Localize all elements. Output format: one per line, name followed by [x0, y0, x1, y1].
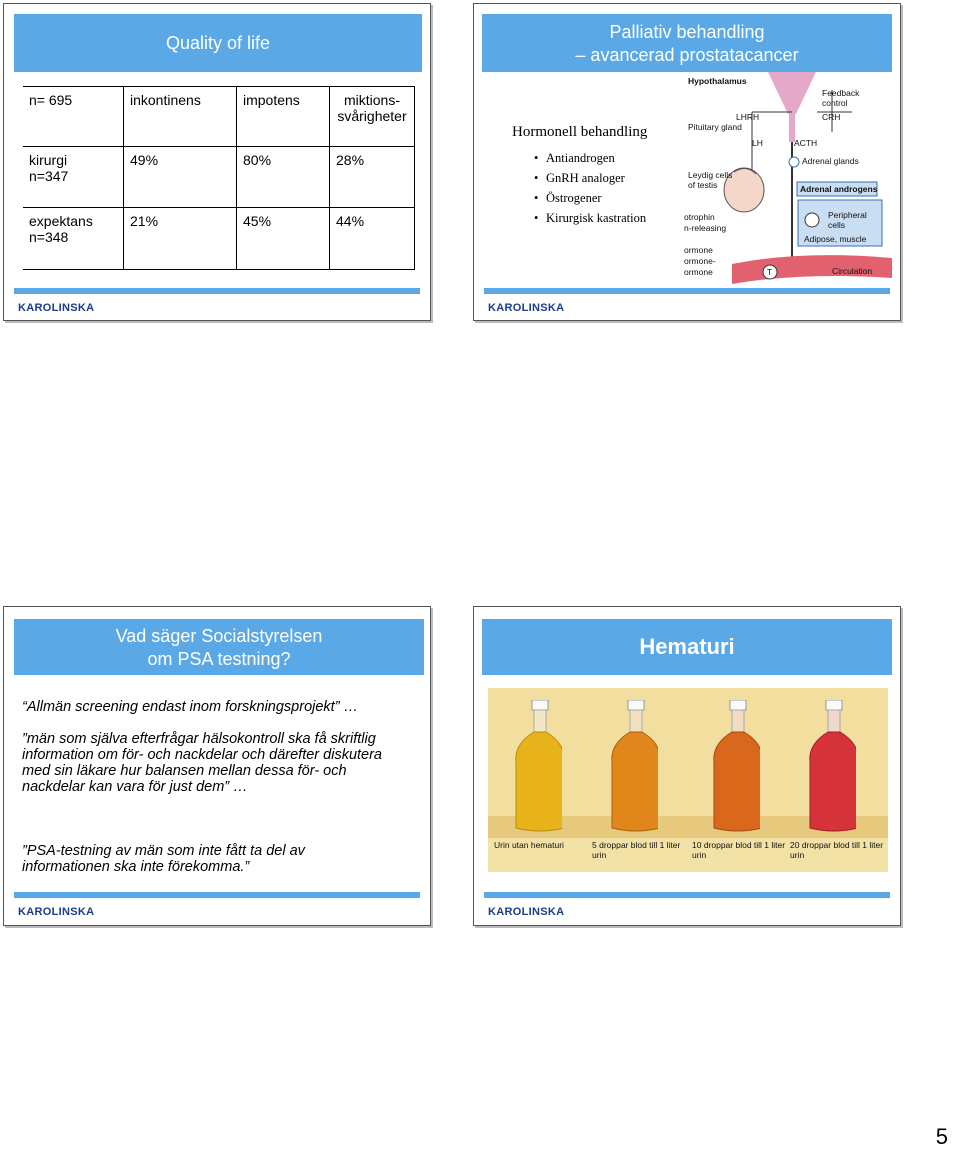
hormone-diagram — [682, 72, 892, 287]
bottle-1 — [510, 700, 562, 835]
label-circulation: Circulation — [832, 266, 873, 276]
slide-title-bar — [14, 619, 424, 675]
hormonell-heading: Hormonell behandling — [512, 124, 648, 140]
slide-title: Quality of life — [165, 33, 271, 53]
caption-2: 5 droppar blod till 1 liter urin — [592, 840, 681, 860]
table-cell: impotens — [237, 87, 330, 147]
table-cell: 45% — [237, 208, 330, 270]
quote-halsokontroll: ”män som själva efterfrågar hälsokontroll ska få skriftlig information om för- och nackdelar och därefter diskutera med sin läkare hur balansen mellan dessa för- och nackdelar kan vara för just dem” … — [22, 731, 382, 795]
bottle-3 — [708, 700, 760, 835]
slide-title-line1: Vad säger Socialstyrelsen — [115, 626, 323, 646]
slide-title-bar — [482, 14, 892, 72]
label-feedback: Feedback control — [822, 88, 860, 108]
karolinska-logo: KAROLINSKA — [18, 302, 95, 314]
qol-table — [23, 86, 415, 270]
table-cell — [23, 208, 124, 270]
karolinska-logo: KAROLINSKA — [488, 906, 565, 918]
label-crh: CRH — [822, 112, 841, 122]
slide-title-line2: – avancerad prostatacancer — [575, 45, 799, 65]
table-cell: 80% — [237, 147, 330, 208]
table-cell: 28% — [330, 147, 415, 208]
label-pituitary: Pituitary gland — [688, 122, 742, 132]
slide-title-bar — [482, 619, 892, 675]
footer-bar — [484, 288, 890, 294]
table-cell: inkontinens — [124, 87, 237, 147]
bottle-2 — [606, 700, 658, 835]
footer-bar — [14, 892, 420, 898]
caption-4: 20 droppar blod till 1 liter urin — [790, 840, 884, 860]
caption-1: Urin utan hematuri — [494, 840, 564, 850]
slide-socialstyrelsen — [3, 606, 431, 926]
slide-title: Hematuri — [639, 634, 735, 659]
label-peripheral: Peripheral cells — [828, 210, 867, 230]
karolinska-logo: KAROLINSKA — [488, 302, 565, 314]
table-header-row — [23, 87, 415, 147]
table-row — [23, 208, 415, 270]
slide-quality-of-life — [3, 3, 431, 321]
label-leydig: Leydig cells of testis — [688, 170, 733, 190]
table-cell: 44% — [330, 208, 415, 270]
list-item: • Östrogener — [532, 188, 646, 208]
cell-text: kirurgi n=347 — [29, 152, 69, 184]
label-lhrh: LHRH — [736, 112, 760, 122]
list-item: • GnRH analoger — [532, 168, 646, 188]
caption-3: 10 droppar blod till 1 liter urin — [692, 840, 786, 860]
bottle-4 — [804, 700, 856, 835]
quote-psa-testning: ”PSA-testning av män som inte fått ta del av informationen ska inte förekomma.” — [22, 843, 305, 875]
quote-screening: “Allmän screening endast inom forskningsprojekt” … — [22, 699, 359, 715]
label-adrenal-androgens: Adrenal androgens — [800, 184, 878, 194]
label-hypothalamus: Hypothalamus — [688, 76, 747, 86]
treatment-list — [532, 148, 646, 228]
table-row — [23, 147, 415, 208]
table-cell: 49% — [124, 147, 237, 208]
label-lh: LH — [752, 138, 763, 148]
table-cell — [23, 147, 124, 208]
hematuria-photo — [488, 688, 888, 872]
slide-title-bar — [14, 14, 422, 72]
table-cell: 21% — [124, 208, 237, 270]
footer-bar — [14, 288, 420, 294]
label-adipose: Adipose, muscle — [804, 234, 867, 244]
slide-hematuri — [473, 606, 901, 926]
slide-title-line2: om PSA testning? — [147, 649, 291, 669]
karolinska-logo: KAROLINSKA — [18, 906, 95, 918]
footer-bar — [484, 892, 890, 898]
slide-title-line1: Palliativ behandling — [609, 22, 765, 42]
cell-text: miktions- svårigheter — [337, 92, 407, 124]
cell-text: expektans n=348 — [29, 213, 93, 245]
page-number: 5 — [935, 1124, 948, 1149]
label-acth: ACTH — [794, 138, 818, 148]
label-left-clipped: otrophin n-releasing ormone ormone- ormone — [684, 212, 727, 277]
table-cell: n= 695 — [23, 87, 124, 147]
table-cell — [330, 87, 415, 147]
label-adrenal-glands: Adrenal glands — [802, 156, 859, 166]
list-item: • Kirurgisk kastration — [532, 208, 646, 228]
label-t: T — [767, 267, 773, 277]
list-item: • Antiandrogen — [532, 148, 646, 168]
slide-palliativ — [473, 3, 901, 321]
